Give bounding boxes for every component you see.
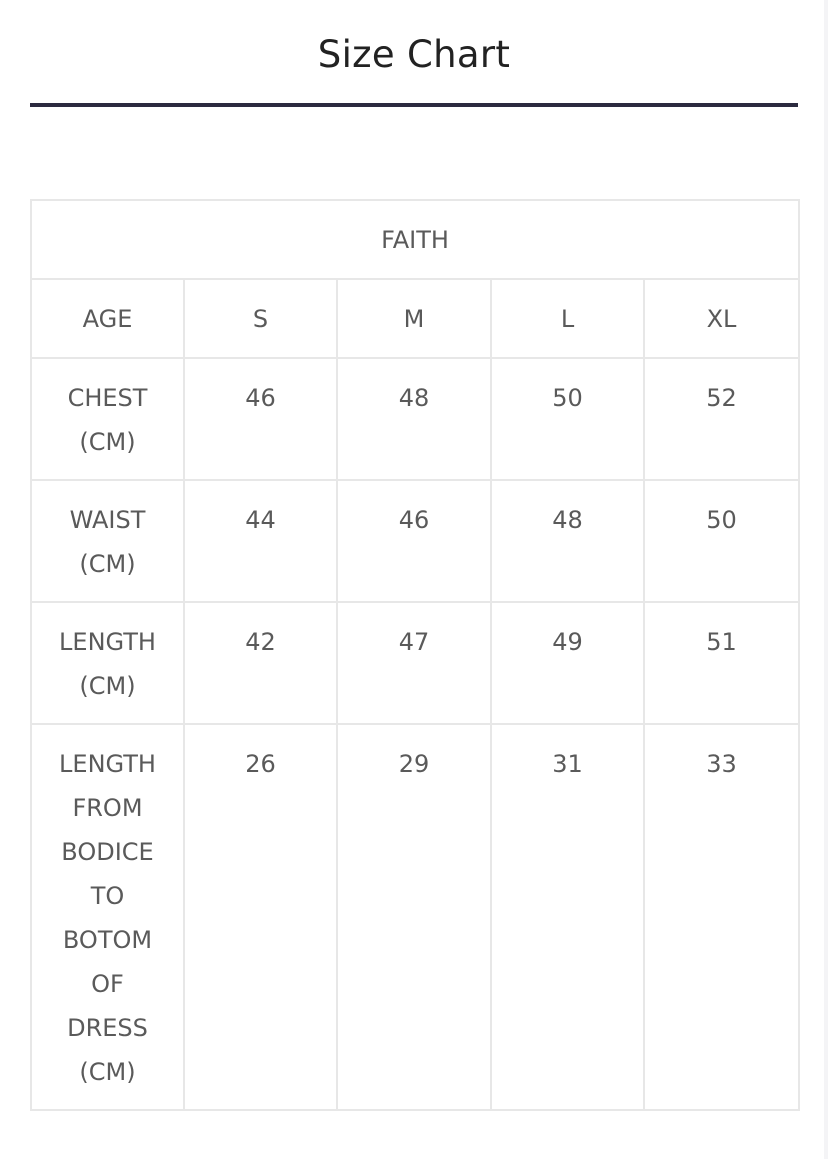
- row-label-line: LENGTH: [59, 750, 156, 778]
- product-name-cell: FAITH: [31, 200, 799, 279]
- row-label-cell: [31, 480, 184, 602]
- row-label-line: (CM): [79, 672, 136, 700]
- row-label-line: CHEST: [67, 384, 148, 412]
- age-header-cell: AGE: [31, 279, 184, 358]
- value-cell: 49: [491, 602, 644, 724]
- table-row: [31, 602, 799, 724]
- size-header-m: M: [337, 279, 491, 358]
- value-cell: 50: [644, 480, 799, 602]
- size-chart-table: [30, 199, 800, 1111]
- title-divider: [30, 103, 798, 107]
- size-header-l: L: [491, 279, 644, 358]
- row-label-cell: [31, 724, 184, 1110]
- value-cell: 31: [491, 724, 644, 1110]
- row-label-line: DRESS: [67, 1014, 148, 1042]
- row-label-cell: [31, 358, 184, 480]
- value-cell: 29: [337, 724, 491, 1110]
- value-cell: 42: [184, 602, 337, 724]
- table-row: [31, 480, 799, 602]
- value-cell: 48: [337, 358, 491, 480]
- right-edge-strip: [824, 0, 828, 1159]
- row-label-line: WAIST: [69, 506, 146, 534]
- row-label-line: OF: [91, 970, 124, 998]
- table-row: [31, 358, 799, 480]
- value-cell: 33: [644, 724, 799, 1110]
- value-cell: 26: [184, 724, 337, 1110]
- size-header-s: S: [184, 279, 337, 358]
- table-row: [31, 724, 799, 1110]
- value-cell: 50: [491, 358, 644, 480]
- row-label-cell: [31, 602, 184, 724]
- row-label-line: FROM: [72, 794, 143, 822]
- value-cell: 52: [644, 358, 799, 480]
- row-label-line: TO: [90, 882, 125, 910]
- value-cell: 46: [184, 358, 337, 480]
- value-cell: 47: [337, 602, 491, 724]
- row-label-line: (CM): [79, 428, 136, 456]
- value-cell: 44: [184, 480, 337, 602]
- row-label-line: LENGTH: [59, 628, 156, 656]
- row-label-line: BODICE: [61, 838, 154, 866]
- size-header-row: [31, 279, 799, 358]
- value-cell: 51: [644, 602, 799, 724]
- row-label-line: (CM): [79, 1058, 136, 1086]
- value-cell: 46: [337, 480, 491, 602]
- product-name-row: [31, 200, 799, 279]
- size-header-xl: XL: [644, 279, 799, 358]
- value-cell: 48: [491, 480, 644, 602]
- row-label-line: (CM): [79, 550, 136, 578]
- row-label-line: BOTOM: [62, 926, 153, 954]
- page-title: Size Chart: [317, 33, 511, 76]
